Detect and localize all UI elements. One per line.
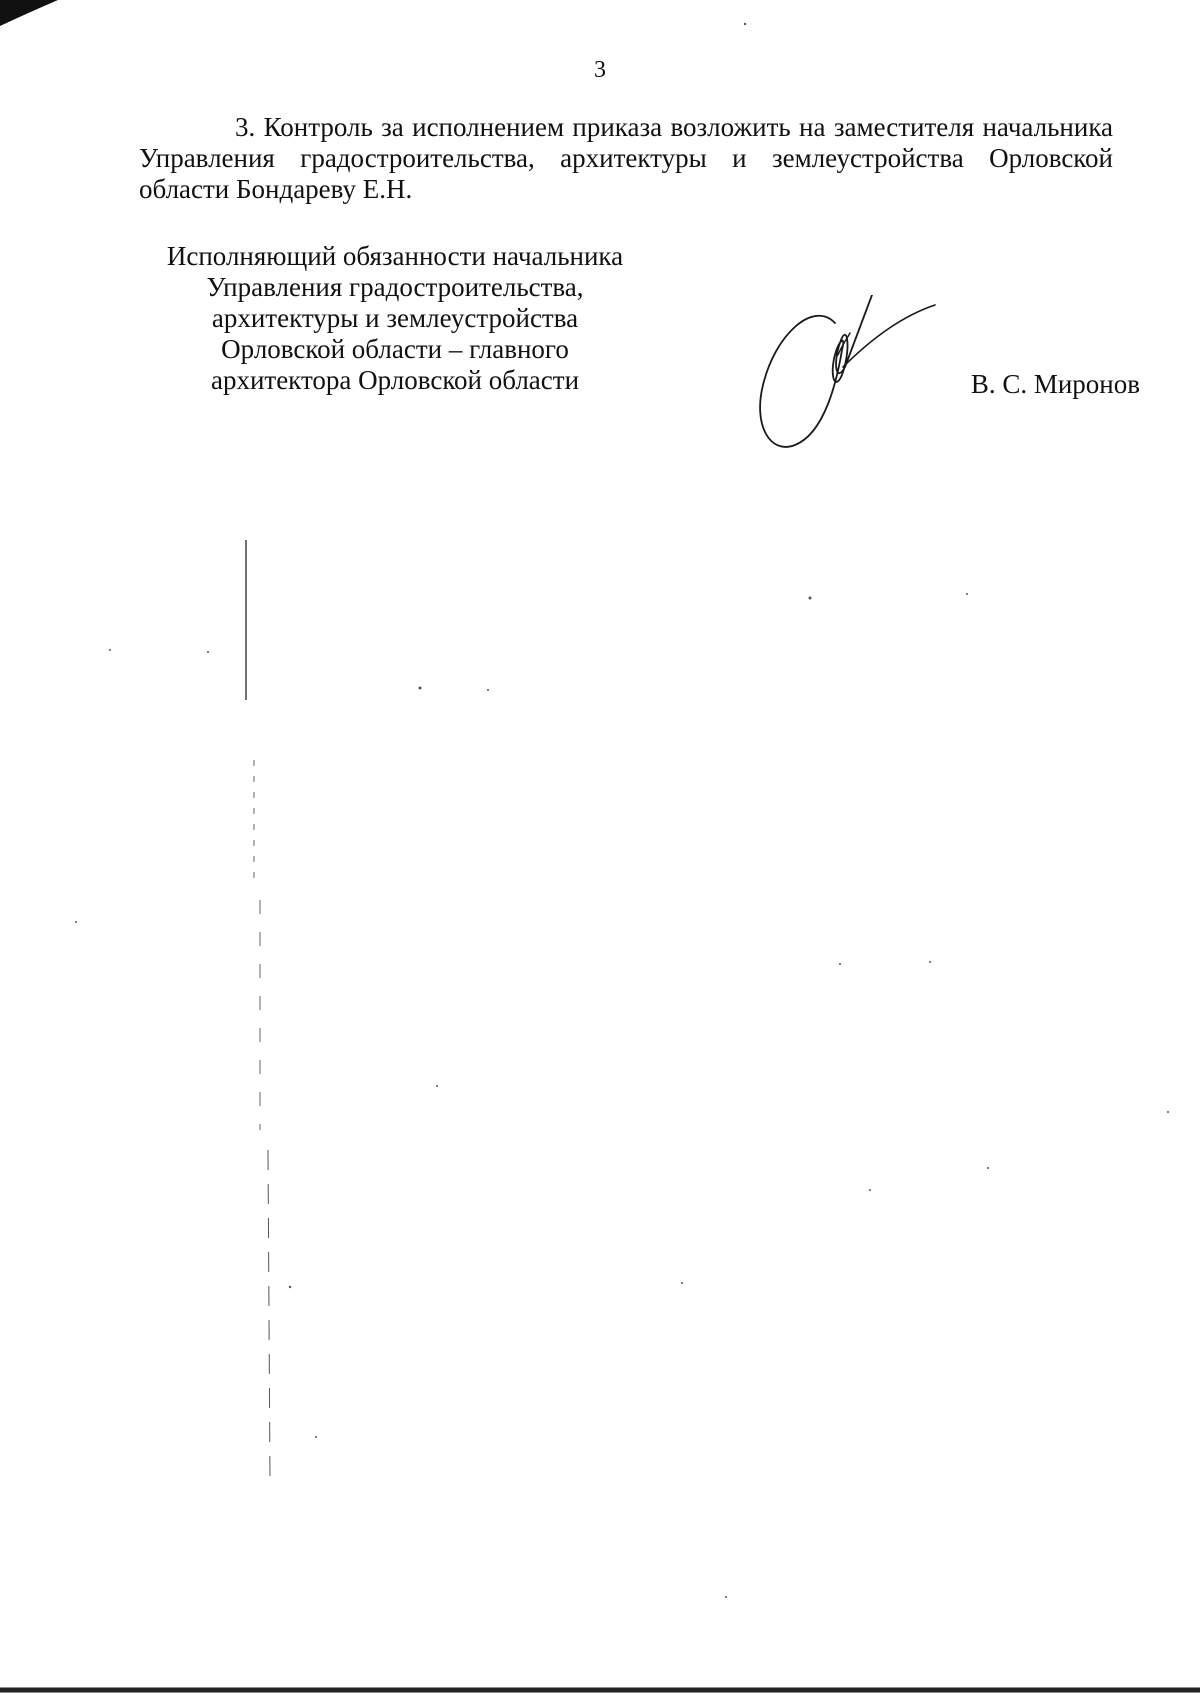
signer-title-line: Исполняющий обязанности начальника bbox=[166, 241, 624, 271]
paragraph-text: Контроль за исполнением приказа возложить на заместителя начальника Управления градостроительства, архитектуры и землеустройства Орловской области Бондареву Е.Н. bbox=[139, 112, 1114, 204]
signer-title-line: Орловской области – главного bbox=[221, 334, 569, 364]
paragraph-number: 3. bbox=[235, 112, 256, 142]
handwritten-signature bbox=[755, 295, 955, 460]
page-number: 3 bbox=[594, 57, 606, 83]
margin-streak bbox=[268, 1150, 270, 1480]
paragraph-item-3 bbox=[139, 112, 1113, 205]
signer-title-line: архитектора Орловской области bbox=[210, 365, 580, 395]
signer-title-line: Управления градостроительства, bbox=[206, 272, 584, 302]
signer-title bbox=[150, 241, 640, 396]
signer-name: В. С. Миронов bbox=[970, 369, 1140, 399]
corner-smudge bbox=[0, 0, 58, 26]
signer-title-line: архитектуры и землеустройства bbox=[211, 303, 579, 333]
